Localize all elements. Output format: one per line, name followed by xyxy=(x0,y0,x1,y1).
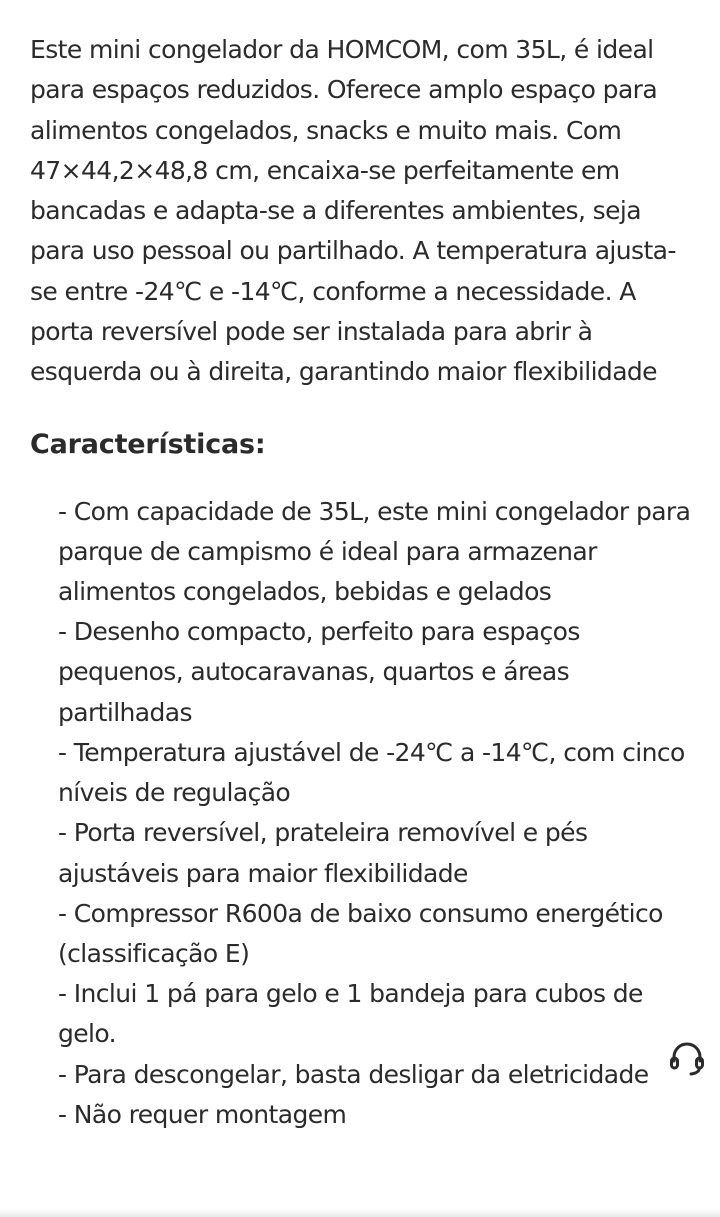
product-description xyxy=(30,30,700,1135)
bottom-edge-shadow xyxy=(0,1209,720,1217)
customer-support-button[interactable] xyxy=(667,1039,707,1079)
feature-item: - Inclui 1 pá para gelo e 1 bandeja para cubos de gelo. xyxy=(58,979,643,1049)
feature-item: - Porta reversível, prateleira removível e pés ajustáveis para maior flexibilidade xyxy=(58,818,588,888)
feature-item: - Com capacidade de 35L, este mini congelador para parque de campismo é ideal para armazenar alimentos congelados, bebidas e gelados xyxy=(58,496,691,607)
features-list xyxy=(30,492,700,1135)
features-title: Características: xyxy=(30,428,266,460)
feature-item: - Desenho compacto, perfeito para espaços pequenos, autocaravanas, quartos e áreas partilhadas xyxy=(58,617,580,727)
feature-item: - Temperatura ajustável de -24℃ a -14℃, com cinco níveis de regulação xyxy=(58,737,685,808)
feature-item: - Compressor R600a de baixo consumo energético (classificação E) xyxy=(58,898,663,968)
feature-item: - Para descongelar, basta desligar da eletricidade xyxy=(58,1059,649,1089)
feature-item: - Não requer montagem xyxy=(58,1099,347,1129)
description-text: Este mini congelador da HOMCOM, com 35L, é ideal para espaços reduzidos. Oferece amplo espaço para alimentos congelados, snacks e muito mais. Com 47×44,2×48,8 cm, encaixa-se perfeitamente em bancadas e adapta-se a diferentes ambientes, seja para uso pessoal ou partilhado. A temperatura ajusta-se entre -24℃ e -14℃, conforme a necessidade. A porta reversível pode ser instalada para abrir à esquerda ou à direita, garantindo maior flexibilidade xyxy=(30,35,676,387)
headset-icon xyxy=(667,1039,707,1079)
